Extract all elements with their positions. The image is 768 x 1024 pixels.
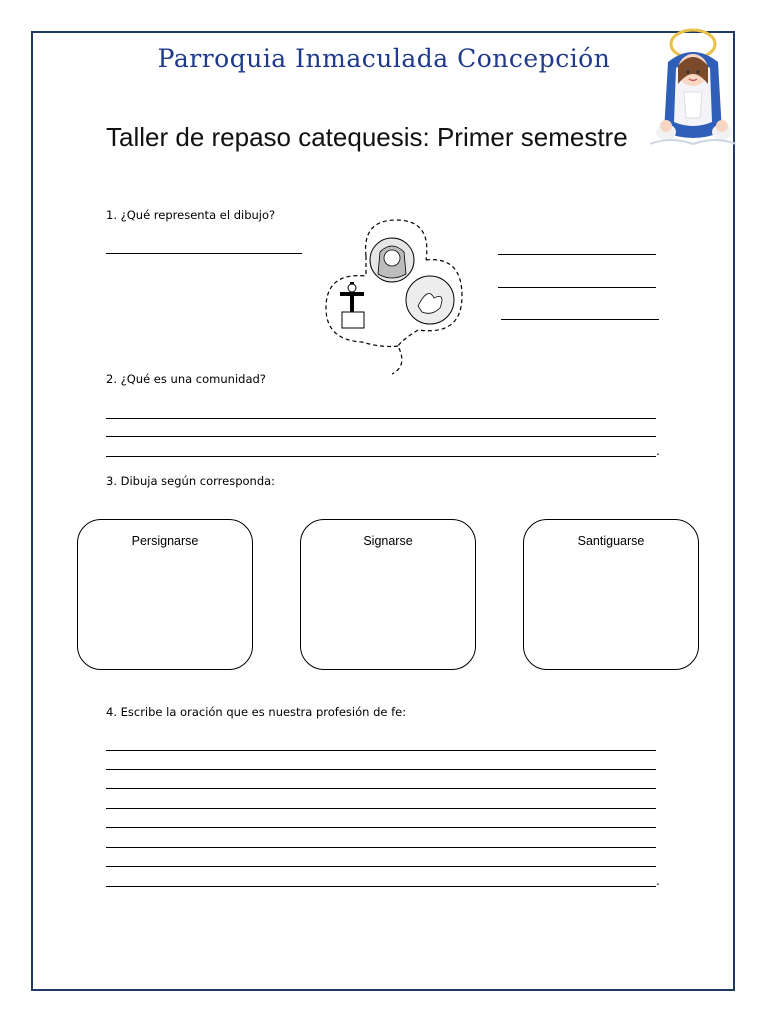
answer-line [498,287,656,288]
question-4: 4. Escribe la oración que es nuestra profesión de fe: [106,705,407,719]
box-label: Santiguarse [577,534,645,548]
question-3: 3. Dibuja según corresponda: [106,474,276,488]
answer-line [106,436,656,437]
answer-line [106,866,656,867]
holy-trinity-clover-icon [322,216,464,378]
virgin-mary-icon [650,22,736,152]
parish-title: Parroquia Inmaculada Concepción [157,44,611,73]
drawing-box-santiguarse[interactable] [523,519,699,670]
box-label: Signarse [363,534,413,548]
answer-line [106,886,656,887]
answer-line [106,827,656,828]
answer-line [106,788,656,789]
answer-line [106,769,656,770]
answer-line [501,319,659,320]
answer-line [106,808,656,809]
answer-line [106,847,656,848]
answer-line [106,750,656,751]
drawing-box-persignarse[interactable] [77,519,253,670]
question-2: 2. ¿Qué es una comunidad? [106,372,266,386]
answer-line [498,254,656,255]
box-label: Persignarse [131,534,199,548]
line-end-period-2: . [656,874,660,888]
line-end-period: . [656,444,660,458]
worksheet-subtitle: Taller de repaso catequesis: Primer semestre [106,122,628,152]
answer-line [106,253,302,254]
question-1: 1. ¿Qué representa el dibujo? [106,208,276,222]
drawing-box-signarse[interactable] [300,519,476,670]
answer-line [106,418,656,419]
answer-line [106,456,656,457]
